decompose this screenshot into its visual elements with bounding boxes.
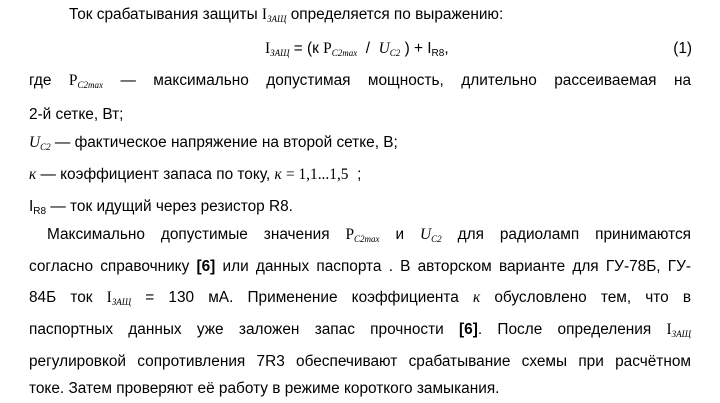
formula-i: I <box>265 40 271 57</box>
para2-line1 <box>47 226 691 244</box>
reference-6b: [6] <box>459 321 478 338</box>
para2-84b: 84Б ток <box>29 289 93 306</box>
para2-line3 <box>29 289 691 307</box>
ir8-desc: — ток идущий через резистор R8. <box>50 198 293 215</box>
para2-i2: I <box>666 321 672 338</box>
formula <box>265 40 449 59</box>
uc2-subscript: C2 <box>40 142 51 152</box>
intro-tail: определяется по выражению: <box>290 6 504 23</box>
formula-r-sub: R8 <box>431 48 445 59</box>
para2-line2 <box>29 258 691 276</box>
uc2-symbol: U <box>29 134 41 151</box>
para2-value: = 130 мА. Применение коэффициента <box>145 289 459 306</box>
current-symbol: I <box>261 6 268 23</box>
para2-i: I <box>106 289 112 306</box>
intro-text: Ток срабатывания защиты <box>69 6 258 23</box>
where-line-2: 2-й сетке, Вт; <box>29 106 124 123</box>
formula-u: U <box>378 40 390 57</box>
ir8-subscript: R8 <box>33 206 47 217</box>
para2-u: U <box>420 226 432 243</box>
para2-i-sub: ЗАЩ <box>111 297 132 307</box>
formula-p-sub: C2max <box>331 48 358 58</box>
formula-u-sub: C2 <box>389 48 401 58</box>
para2-ref-intro: согласно справочнику <box>29 258 190 275</box>
k-range: = 1,1...1,5 <box>285 166 349 183</box>
formula-i-sub: ЗАЩ <box>270 48 290 58</box>
where-desc: — максимально допустимая мощность, длительно рассеиваемая на <box>120 72 692 89</box>
k-desc: — коэффициент запаса по току, <box>40 166 271 183</box>
para2-text-4a: паспортных данных уже заложен запас прочности <box>29 321 444 338</box>
formula-comma: , <box>444 40 449 57</box>
formula-eq: = (к <box>293 40 319 57</box>
ir8-line <box>29 198 293 217</box>
para2-k: к <box>472 289 481 306</box>
k-line <box>29 166 361 184</box>
where-p-sub: C2max <box>77 80 103 90</box>
current-subscript: ЗАЩ <box>267 14 287 24</box>
where-line <box>29 72 691 90</box>
para2-p-sub: C2max <box>354 234 380 244</box>
para2-and: и <box>395 226 405 243</box>
uc2-desc: — фактическое напряжение на второй сетке, В; <box>54 134 398 151</box>
intro-line <box>69 6 503 24</box>
ir8-symbol: I <box>29 198 34 215</box>
para2-i2-sub: ЗАЩ <box>671 329 692 339</box>
where-p: P <box>68 72 78 89</box>
para2-text-a: Максимально допустимые значения <box>47 226 330 243</box>
para2-text-2b: или данных паспорта . В авторском варианте для ГУ-78Б, ГУ- <box>222 258 691 275</box>
para2-text-3c: обусловлено тем, что в <box>494 289 692 306</box>
para2-text-4b: . После определения <box>477 321 652 338</box>
formula-p: P <box>323 40 332 57</box>
para2-line4 <box>29 321 691 339</box>
k-symbol-2: к <box>274 166 282 183</box>
equation-number: (1) <box>673 40 692 57</box>
para2-text-c: для радиоламп принимаются <box>457 226 691 243</box>
reference-6: [6] <box>196 258 216 275</box>
formula-div: / <box>365 40 371 57</box>
k-end: ; <box>357 166 362 183</box>
para2-u-sub: C2 <box>431 234 442 244</box>
where-word: где <box>29 72 52 89</box>
formula-plus: ) + I <box>404 40 432 57</box>
uc2-line <box>29 134 398 152</box>
k-symbol: к <box>29 166 37 183</box>
para2-p: P <box>345 226 355 243</box>
para2-line6: токе. Затем проверяют её работу в режиме короткого замыкания. <box>29 380 500 397</box>
para2-line5: регулировкой сопротивления 7R3 обеспечивают срабатывание схемы при расчётном <box>29 353 691 370</box>
